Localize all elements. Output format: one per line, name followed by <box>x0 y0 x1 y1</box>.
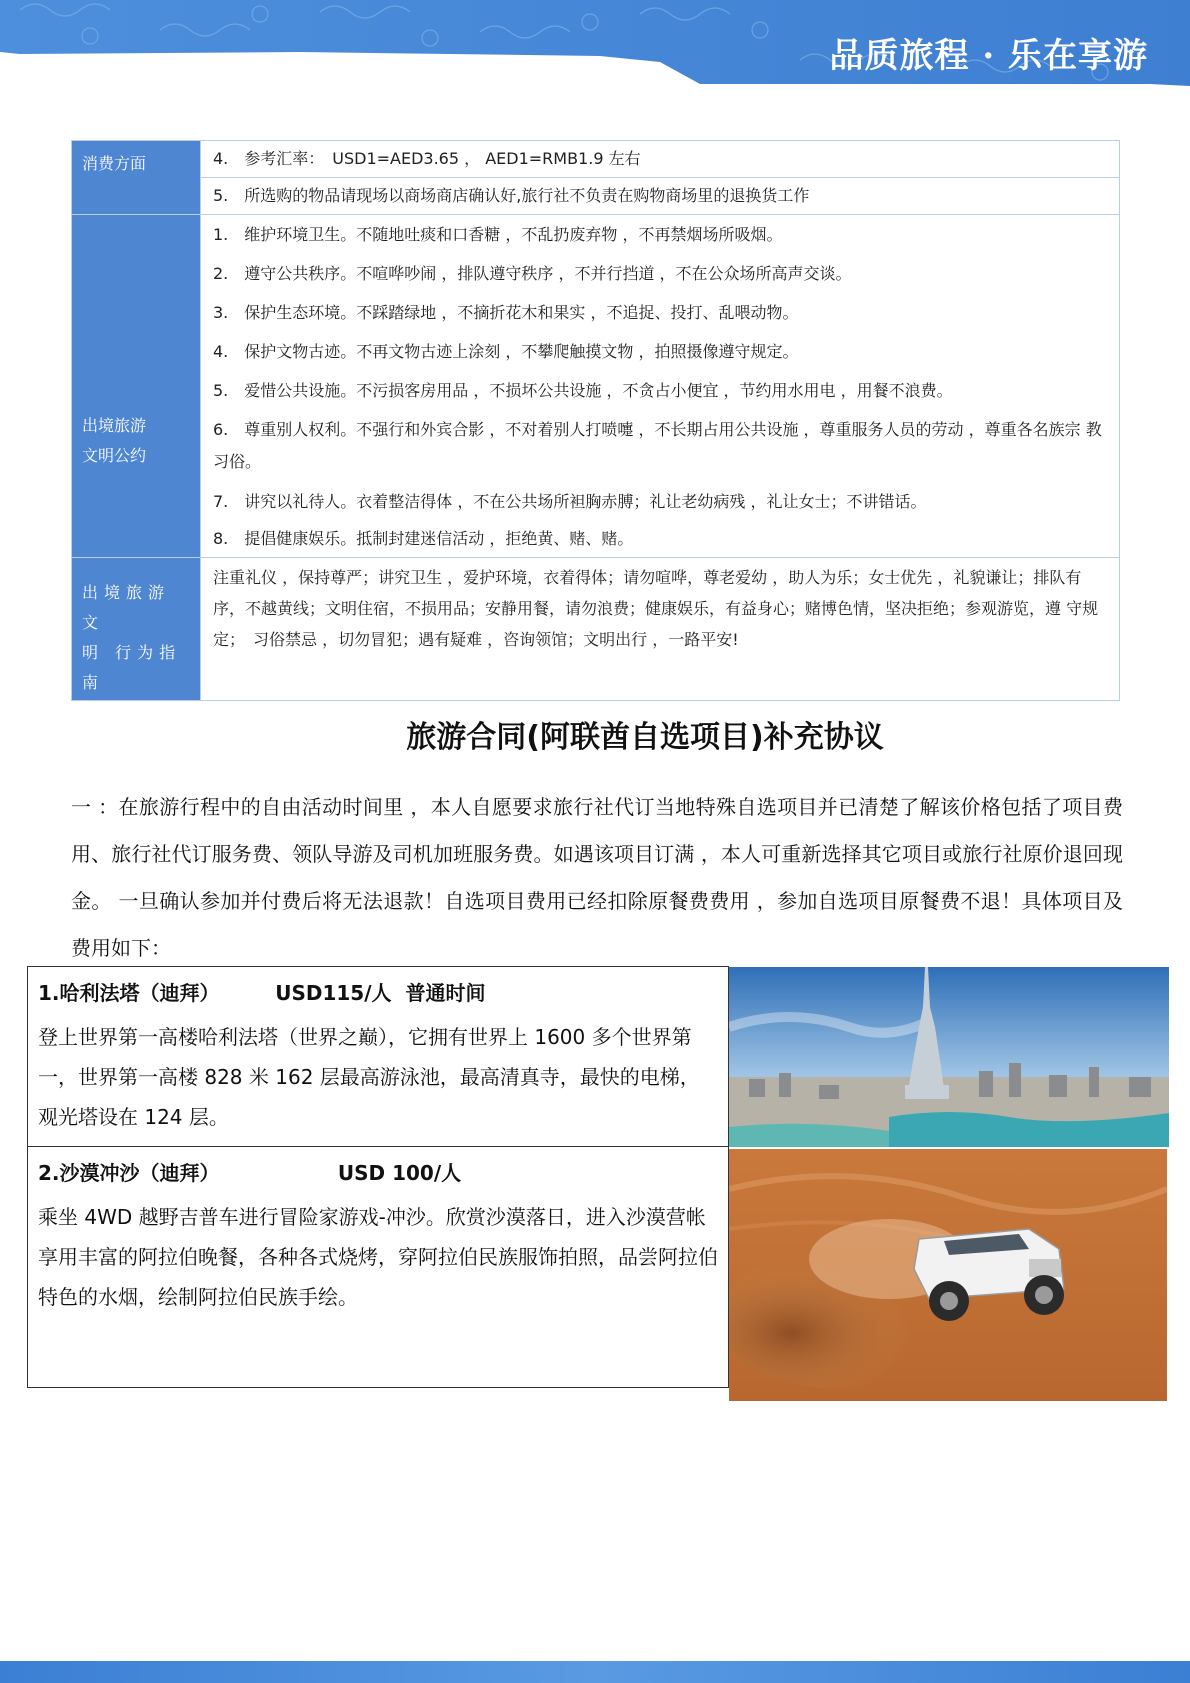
list-item: 5. 所选购的物品请现场以商场商店确认好,旅行社不负责在购物商场里的退换货工作 <box>213 186 810 205</box>
list-item: 2. 遵守公共秩序。不喧哗吵闹 ，排队遵守秩序 ，不并行挡道 ，不在公众场所高声交谈。 <box>213 264 852 283</box>
list-item: 3. 保护生态环境。不踩踏绿地 ，不摘折花木和果实 ，不追捉、投打、乱喂动物。 <box>213 303 799 322</box>
category-label: 南 <box>82 673 105 692</box>
list-item: 4. 参考汇率： USD1=AED3.65 ， AED1=RMB1.9 左右 <box>213 149 641 168</box>
table-cell <box>201 178 1120 215</box>
table-cell <box>201 558 1120 701</box>
item-card-desert-safari <box>27 1146 729 1388</box>
table-row <box>72 558 1120 701</box>
list-item: 5. 爱惜公共设施。不污损客房用品 ，不损坏公共设施 ，不贪占小便宜 ，节约用水用电 ，用餐不浪费。 <box>213 381 953 400</box>
list-item: 7. 讲究以礼待人。衣着整洁得体 ，不在公共场所袒胸赤膊；礼让老幼病残 ，礼让女士；不讲错话。 <box>213 492 927 511</box>
category-consumption <box>72 141 201 215</box>
table-cell <box>201 141 1120 178</box>
item-title: 1.哈利法塔（迪拜） USD115/人 普通时间 <box>38 981 486 1005</box>
category-label: 出境旅游 <box>82 416 147 435</box>
list-item: 4. 保护文物古迹。不再文物古迹上涂刻 ，不攀爬触摸文物 ，拍照摄像遵守规定。 <box>213 342 799 361</box>
item-description: 乘坐 4WD 越野吉普车进行冒险家游戏-冲沙。欣赏沙漠落日，进入沙漠营帐享用丰富的阿拉伯晚餐，各种各式烧烤，穿阿拉伯民族服饰拍照，品尝阿拉伯特色的水烟，绘制阿拉伯民族手绘。 <box>38 1205 718 1309</box>
header-banner <box>0 0 1190 88</box>
city-skyline-image <box>729 967 1169 1147</box>
intro-paragraph: 一 ：在旅游行程中的自由活动时间里 ，本人自愿要求旅行社代订当地特殊自选项目并已清楚了解该价格包括了项目费用、旅行社代订服务费、领队导游及司机加班服务费。如遇该项目订满 ，本人可重新选择其它项目或旅行社原价退回现金。 一旦确认参加并付费后将无法退款！自选项目费用已经扣除原餐费费用 ，参加自选项目原餐费不退！具体项目及费用如下： <box>71 795 1123 960</box>
desert-safari-photo <box>729 1149 1167 1401</box>
item-title: 2.沙漠冲沙（迪拜） USD 100/人 <box>38 1161 462 1185</box>
header-slogan: 品质旅程 · 乐在享游 <box>829 36 1148 76</box>
list-item: 6. 尊重别人权利。不强行和外宾合影 ，不对着别人打喷嚏 ，不长期占用公共设施 ，尊重服务人员的劳动 ，尊重各名族宗 教习俗。 <box>213 420 1102 471</box>
footer-band <box>0 1661 1190 1683</box>
category-pact <box>72 215 201 558</box>
page-title: 旅游合同(阿联酋自选项目)补充协议 <box>406 720 884 755</box>
item-card-burj-khalifa <box>27 966 729 1147</box>
category-label: 文明公约 <box>82 446 147 465</box>
item-description: 登上世界第一高楼哈利法塔（世界之巅），它拥有世界上 1600 多个世界第一，世界第一高楼 828 米 162 层最高游泳池，最高清真寺，最快的电梯，观光塔设在 124 层。 <box>38 1025 700 1129</box>
category-label: 明 行为指 <box>82 643 182 662</box>
list-item: 1. 维护环境卫生。不随地吐痰和口香糖 ，不乱扔废弃物 ，不再禁烟场所吸烟。 <box>213 225 783 244</box>
table-row <box>72 178 1120 215</box>
category-guide <box>72 558 201 701</box>
category-label: 消费方面 <box>82 154 147 173</box>
table-cell <box>201 215 1120 558</box>
category-label: 出境旅游文 <box>82 583 171 632</box>
table-row <box>72 141 1120 178</box>
guide-text: 注重礼仪 ，保持尊严；讲究卫生 ，爱护环境，衣着得体；请勿喧哗，尊老爱幼 ，助人为乐；女士优先 ，礼貌谦让；排队有 序，不越黄线；文明住宿，不损用品；安静用餐，请勿浪费；健康娱乐，有益身心；赌博色情，坚决拒绝；参观游览，遵 守规定； 习俗禁忌 ，切勿冒犯；遇有疑难 ，咨询领馆；文明出行 ，一路平安! <box>213 568 1099 649</box>
desert-jeep-image <box>729 1149 1167 1401</box>
table-row <box>72 215 1120 558</box>
list-item: 8. 提倡健康娱乐。抵制封建迷信活动 ，拒绝黄、赌、赌。 <box>213 529 634 548</box>
burj-khalifa-photo <box>729 967 1169 1147</box>
conduct-table <box>71 140 1120 701</box>
